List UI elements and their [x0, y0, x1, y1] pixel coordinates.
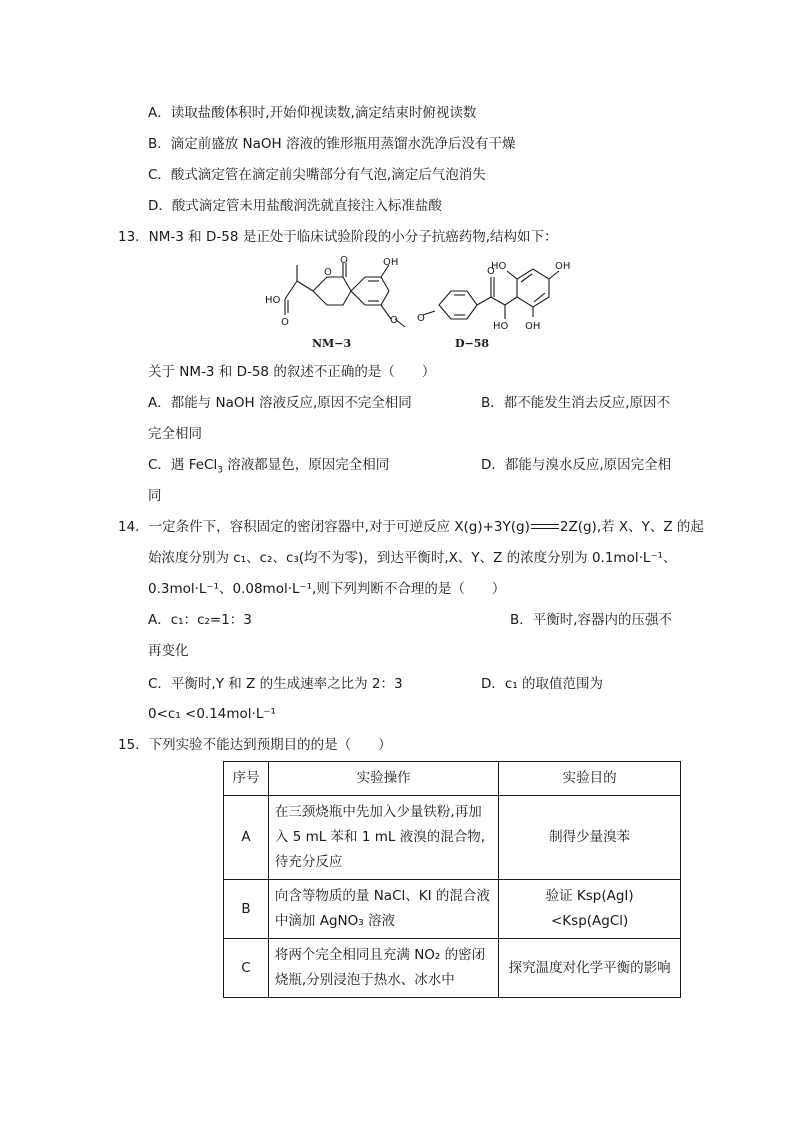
nm3-ring-o-label: O [324, 267, 332, 278]
nm3-oh-label: OH [383, 257, 399, 268]
d58-ho-top-label: HO [491, 261, 507, 272]
q13-option-b-cont: 完全相同 [148, 426, 202, 442]
q12-option-c: C．酸式滴定管在滴定前尖嘴部分有气泡,滴定后气泡消失 [148, 167, 486, 183]
header-operation: 实验操作 [268, 762, 498, 796]
row-id: B [224, 880, 269, 939]
q14-option-d-cont: 0<c₁ <0.14mol·L⁻¹ [148, 706, 276, 722]
q13-option-d-cont: 同 [148, 488, 162, 504]
nm3-bond [297, 281, 313, 291]
d58-carbonyl-o-label: O [487, 266, 495, 277]
q15-experiment-table [223, 761, 681, 998]
nm3-methoxy-o-label: O [390, 315, 398, 326]
d58-bond [477, 297, 491, 305]
d58-bond [505, 297, 517, 305]
row-goal: 制得少量溴苯 [499, 796, 681, 880]
q13-stem: 13．NM-3 和 D-58 是正处于临床试验阶段的小分子抗癌药物,结构如下： [118, 229, 558, 245]
row-id: C [224, 939, 269, 998]
row-operation: 将两个完全相同且充满 NO₂ 的密闭烧瓶,分别浸泡于热水、冰水中 [268, 939, 498, 998]
q13-option-b: B．都不能发生消去反应,原因不 [481, 395, 671, 411]
equilibrium-arrow-icon [531, 522, 559, 532]
row-goal: 探究温度对化学平衡的影响 [499, 939, 681, 998]
q13-option-a: A．都能与 NaOH 溶液反应,原因不完全相同 [148, 395, 412, 411]
header-id: 序号 [224, 762, 269, 796]
q12-option-b: B．滴定前盛放 NaOH 溶液的锥形瓶用蒸馏水洗净后没有干燥 [148, 136, 516, 152]
table-row [224, 880, 681, 939]
nm3-o-label: O [281, 317, 289, 328]
nm3-lactone-ring [313, 277, 351, 305]
q14-stem-line2: 始浓度分别为 c₁、c₂、c₃(均不为零)，到达平衡时,X、Y、Z 的浓度分别为 0.1mol·L⁻¹、 [148, 550, 677, 566]
table-header-row [224, 762, 681, 796]
q13-question: 关于 NM-3 和 D-58 的叙述不正确的是（ ） [148, 364, 436, 380]
q14-option-b: B．平衡时,容器内的压强不 [510, 612, 673, 628]
q14-option-d: D．c₁ 的取值范围为 [481, 676, 604, 692]
d58-bond [549, 271, 559, 279]
q14-option-c: C．平衡时,Y 和 Z 的生成速率之比为 2：3 [148, 676, 403, 692]
header-goal: 实验目的 [499, 762, 681, 796]
q13-option-c: C．遇 FeCl$_3$ 溶液都显色，原因完全相同 [148, 457, 390, 476]
d58-oh-bottom-label: OH [525, 321, 541, 332]
d58-ho-label: HO [493, 321, 509, 332]
q12-option-d: D．酸式滴定管未用盐酸润洗就直接注入标准盐酸 [148, 198, 442, 214]
row-operation: 在三颈烧瓶中先加入少量铁粉,再加入 5 mL 苯和 1 mL 液溴的混合物,待充分反应 [268, 796, 498, 880]
nm3-label: NM−3 [312, 337, 352, 350]
table-row [224, 796, 681, 880]
row-goal: 验证 Ksp(AgI) <Ksp(AgCl) [499, 880, 681, 939]
d58-methoxy-o-label: O [417, 313, 425, 324]
q14-stem-line1: 14．一定条件下，容积固定的密闭容器中,对于可逆反应 X(g)+3Y(g) 2Z(g),若 X、Y、Z 的起 [118, 519, 704, 535]
q14-option-b-cont: 再变化 [148, 643, 189, 659]
q12-option-a: A．读取盐酸体积时,开始仰视读数,滴定结束时俯视读数 [148, 105, 477, 121]
row-id: A [224, 796, 269, 880]
d58-bond [507, 271, 517, 279]
d58-phenol-ring [517, 269, 549, 307]
d58-oh-top-label: OH [555, 261, 571, 272]
table-row [224, 939, 681, 998]
q14-stem-line3: 0.3mol·L⁻¹、0.08mol·L⁻¹,则下列判断不合理的是（ ） [148, 581, 506, 597]
nm3-carbonyl-o-label: O [340, 255, 348, 266]
nm3-ho-label: HO [265, 295, 281, 306]
q13-structures [255, 255, 585, 355]
q13-option-d: D．都能与溴水反应,原因完全相 [481, 457, 672, 473]
q15-stem: 15．下列实验不能达到预期目的的是（ ） [118, 737, 392, 753]
d58-bond [491, 297, 505, 305]
q14-option-a: A．c₁：c₂=1：3 [148, 612, 252, 628]
d58-label: D−58 [455, 337, 490, 350]
nm3-bond [285, 281, 297, 299]
row-operation: 向含等物质的量 NaCl、KI 的混合液中滴加 AgNO₃ 溶液 [268, 880, 498, 939]
